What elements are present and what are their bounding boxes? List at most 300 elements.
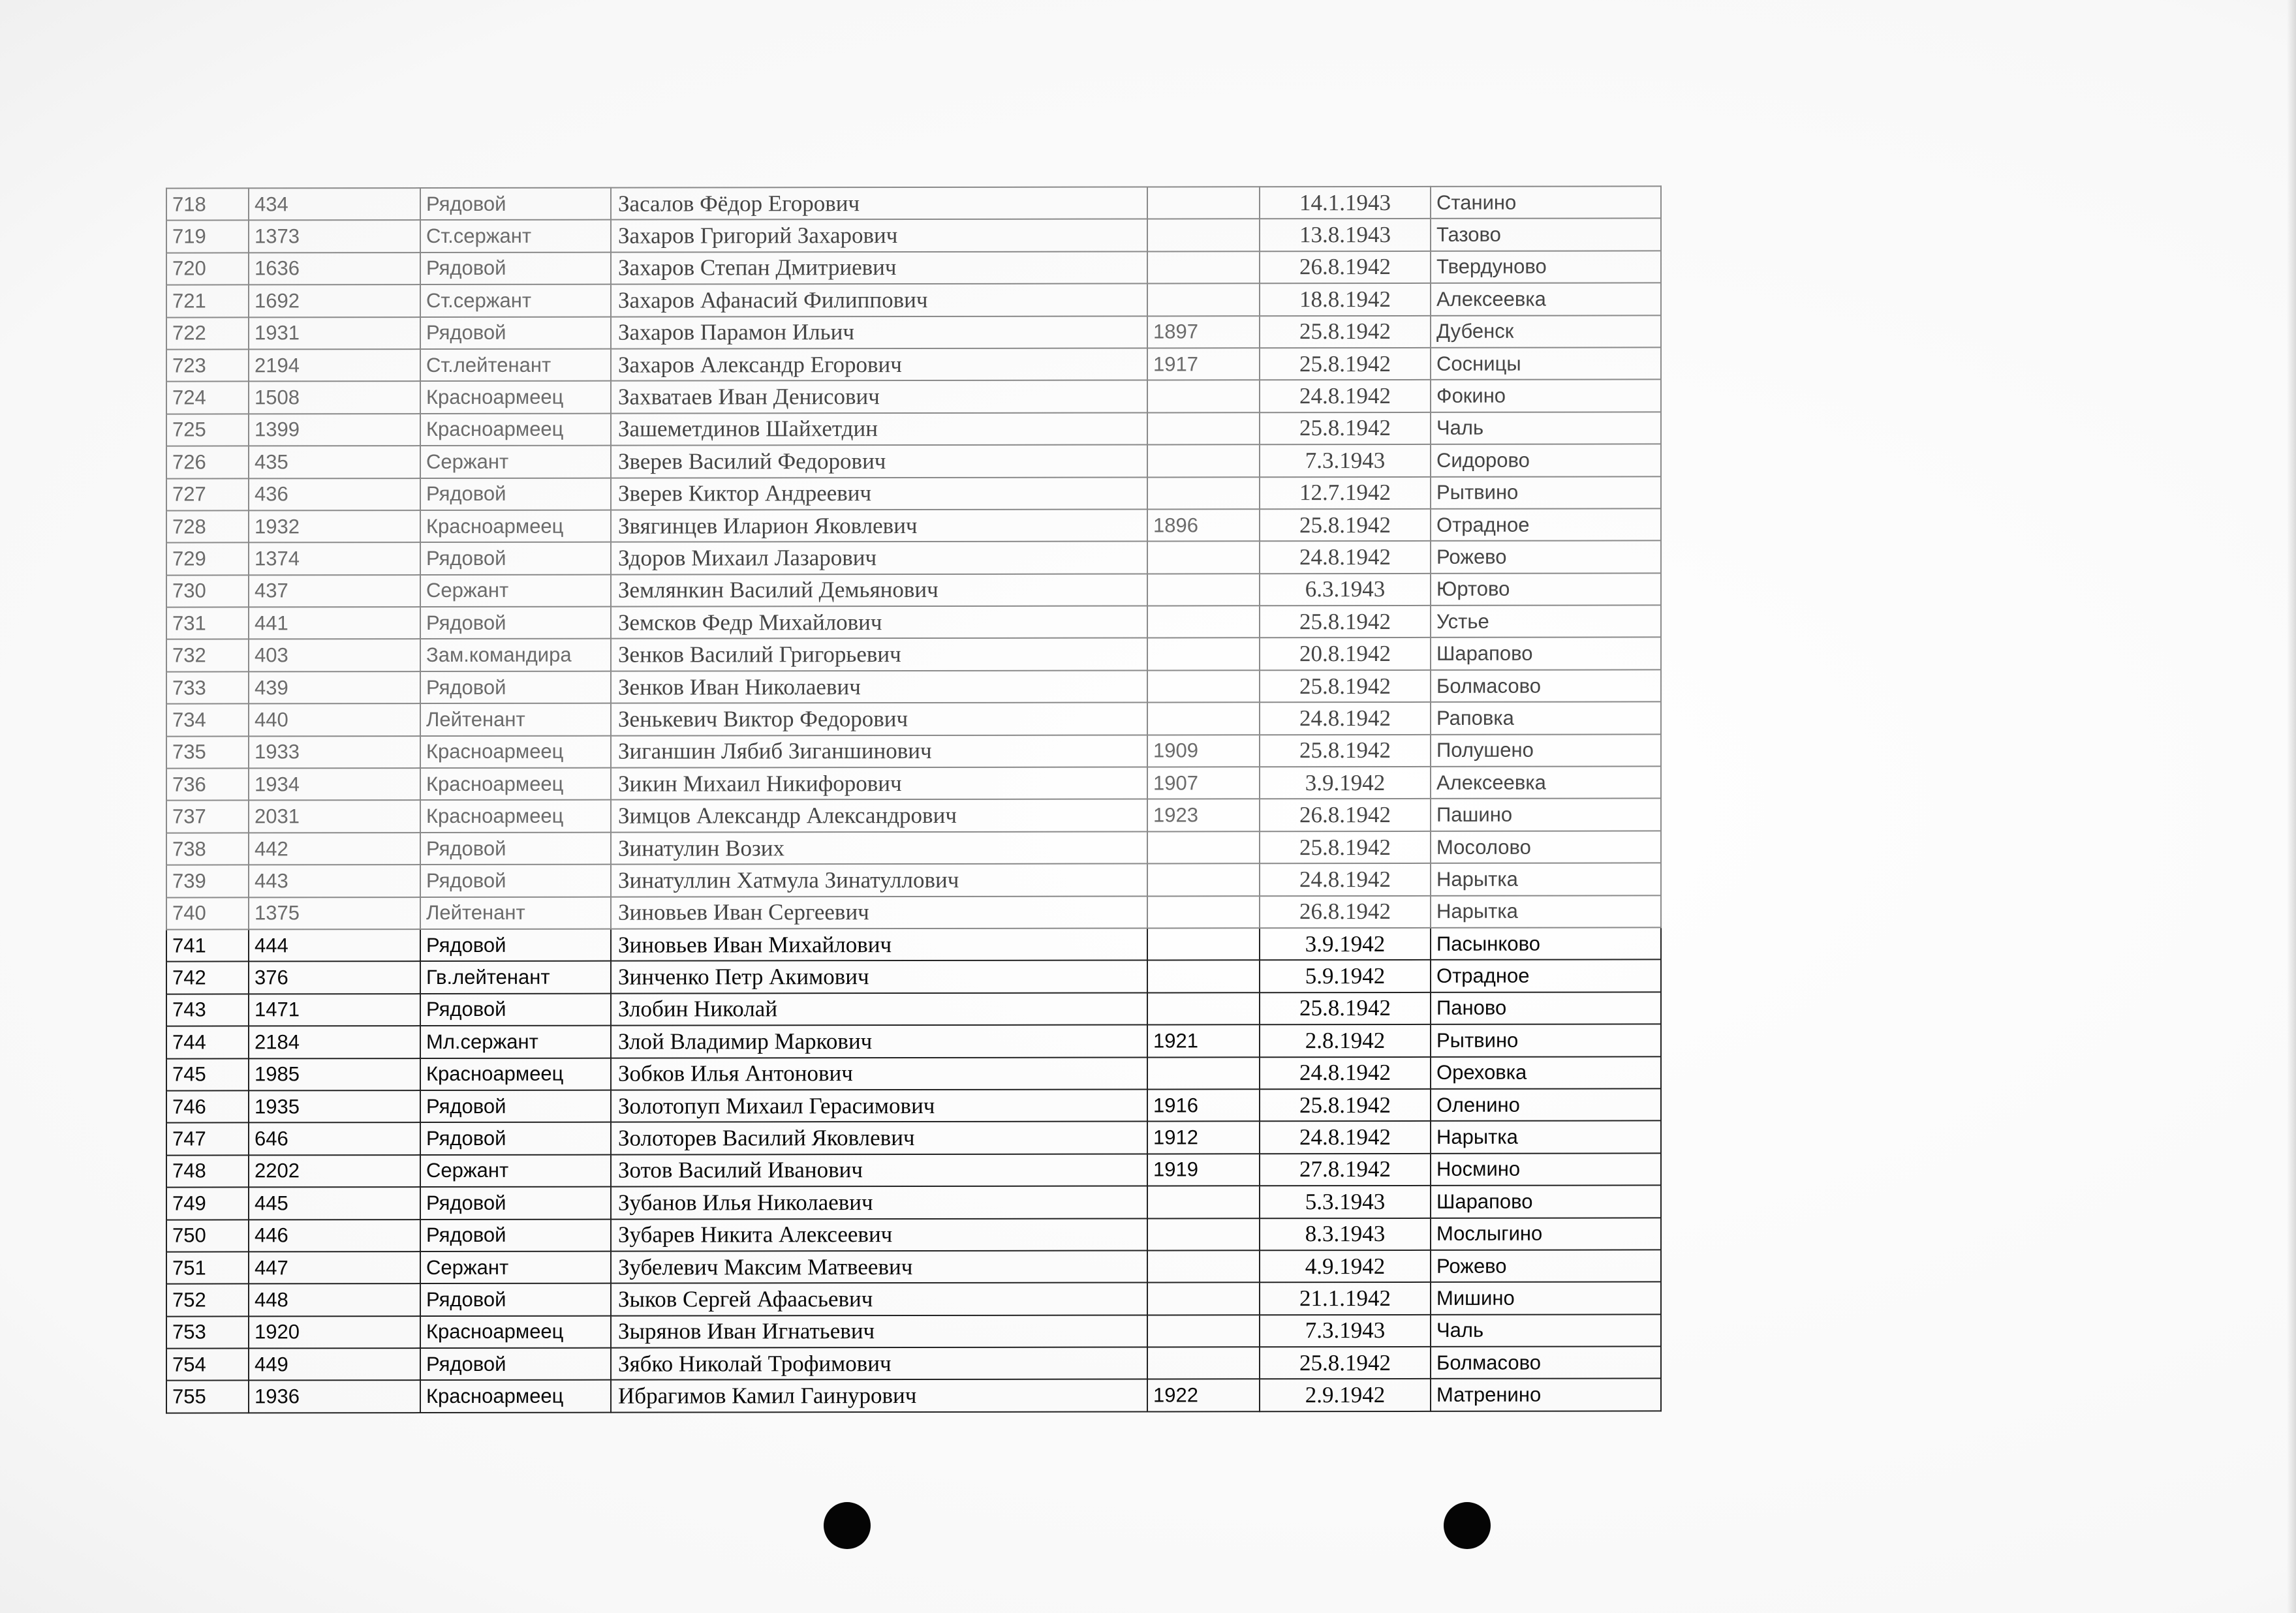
full-name-cell: Зверев Киктор Андреевич — [611, 477, 1147, 510]
full-name-cell: Зобков Илья Антонович — [611, 1057, 1147, 1090]
birth-year-cell — [1147, 187, 1260, 219]
date-cell: 7.3.1943 — [1260, 444, 1431, 477]
row-number-cell: 728 — [166, 510, 249, 543]
full-name-cell: Захаров Григорий Захарович — [611, 219, 1147, 253]
record-id-cell: 2194 — [249, 349, 420, 382]
birth-year-cell — [1147, 1057, 1260, 1090]
rank-cell: Рядовой — [420, 1187, 611, 1220]
row-number-cell: 734 — [166, 704, 249, 737]
table-row — [166, 1250, 1661, 1284]
full-name-cell: Зашеметдинов Шайхетдин — [611, 412, 1147, 446]
full-name-cell: Здоров Михаил Лазарович — [611, 542, 1147, 575]
record-id-cell: 443 — [249, 865, 420, 897]
place-cell: Отрадное — [1431, 960, 1661, 992]
row-number-cell: 730 — [166, 575, 249, 607]
row-number-cell: 727 — [166, 478, 249, 511]
place-cell: Болмасово — [1431, 1346, 1661, 1379]
rank-cell: Рядовой — [420, 1090, 611, 1123]
record-id-cell: 441 — [249, 607, 420, 639]
full-name-cell: Засалов Фёдор Егорович — [611, 187, 1147, 221]
row-number-cell: 747 — [166, 1123, 249, 1156]
rank-cell: Сержант — [420, 1252, 611, 1284]
full-name-cell: Зиновьев Иван Сергеевич — [611, 896, 1147, 929]
full-name-cell: Зырянов Иван Игнатьевич — [611, 1315, 1147, 1348]
full-name-cell: Зубарев Никита Алексеевич — [611, 1218, 1147, 1252]
date-cell: 25.8.1942 — [1260, 670, 1431, 703]
birth-year-cell: 1916 — [1147, 1089, 1260, 1122]
place-cell: Полушено — [1431, 734, 1661, 767]
table-row — [166, 1346, 1661, 1381]
date-cell: 4.9.1942 — [1260, 1250, 1431, 1283]
row-number-cell: 725 — [166, 414, 249, 446]
place-cell: Нарытка — [1431, 1121, 1661, 1154]
record-id-cell: 2202 — [249, 1155, 420, 1188]
place-cell: Мосолово — [1431, 831, 1661, 863]
row-number-cell: 719 — [166, 221, 249, 253]
birth-year-cell: 1921 — [1147, 1024, 1260, 1057]
table-row — [166, 1121, 1661, 1156]
birth-year-cell — [1147, 1186, 1260, 1218]
full-name-cell: Зябко Николай Трофимович — [611, 1347, 1147, 1381]
rank-cell: Мл.сержант — [420, 1026, 611, 1058]
full-name-cell: Золотопуп Михаил Герасимович — [611, 1089, 1147, 1122]
rank-cell: Красноармеец — [420, 1380, 611, 1413]
row-number-cell: 753 — [166, 1316, 249, 1349]
date-cell: 24.8.1942 — [1260, 1121, 1431, 1154]
table-row — [166, 1218, 1661, 1252]
rank-cell: Красноармеец — [420, 510, 611, 543]
rank-cell: Рядовой — [420, 252, 611, 284]
full-name-cell: Зверев Василий Федорович — [611, 445, 1147, 478]
record-id-cell: 434 — [249, 188, 420, 221]
record-id-cell: 440 — [249, 703, 420, 736]
place-cell: Станино — [1431, 186, 1661, 219]
table-row — [166, 315, 1661, 350]
row-number-cell: 742 — [166, 962, 249, 994]
birth-year-cell — [1147, 380, 1260, 413]
record-id-cell: 1375 — [249, 897, 420, 930]
table-row — [166, 1088, 1661, 1123]
full-name-cell: Земсков Федр Михайлович — [611, 606, 1147, 639]
record-id-cell: 446 — [249, 1220, 420, 1252]
date-cell: 24.8.1942 — [1260, 380, 1431, 412]
table-row — [166, 605, 1661, 639]
record-id-cell: 1471 — [249, 994, 420, 1026]
table-row — [166, 283, 1661, 318]
full-name-cell: Зинченко Петр Акимович — [611, 960, 1147, 994]
date-cell: 26.8.1942 — [1260, 251, 1431, 284]
full-name-cell: Зимцов Александр Александрович — [611, 799, 1147, 833]
table-row — [166, 1153, 1661, 1188]
record-id-cell: 2031 — [249, 800, 420, 833]
record-id-cell: 1920 — [249, 1316, 420, 1349]
table-row — [166, 251, 1661, 285]
table-row — [166, 992, 1661, 1026]
table-row — [166, 1186, 1661, 1220]
full-name-cell: Зенькевич Виктор Федорович — [611, 703, 1147, 736]
record-id-cell: 1373 — [249, 220, 420, 253]
place-cell: Шарапово — [1431, 1186, 1661, 1218]
place-cell: Алексеевка — [1431, 283, 1661, 316]
date-cell: 25.8.1942 — [1260, 348, 1431, 380]
date-cell: 24.8.1942 — [1260, 863, 1431, 896]
row-number-cell: 721 — [166, 285, 249, 318]
birth-year-cell — [1147, 444, 1260, 477]
row-number-cell: 746 — [166, 1090, 249, 1123]
date-cell: 25.8.1942 — [1260, 509, 1431, 542]
rank-cell: Красноармеец — [420, 800, 611, 833]
rank-cell: Красноармеец — [420, 1058, 611, 1090]
record-id-cell: 403 — [249, 639, 420, 672]
rank-cell: Ст.сержант — [420, 284, 611, 317]
record-id-cell: 439 — [249, 671, 420, 704]
full-name-cell: Зенков Иван Николаевич — [611, 670, 1147, 703]
table-row — [166, 1024, 1661, 1059]
rank-cell: Рядовой — [420, 865, 611, 897]
full-name-cell: Звягинцев Иларион Яковлевич — [611, 509, 1147, 542]
table-row — [166, 380, 1661, 414]
full-name-cell: Захаров Александр Егорович — [611, 348, 1147, 381]
place-cell: Мослыгино — [1431, 1218, 1661, 1250]
row-number-cell: 741 — [166, 929, 249, 962]
record-id-cell: 1985 — [249, 1058, 420, 1091]
rank-cell: Красноармеец — [420, 735, 611, 768]
row-number-cell: 738 — [166, 833, 249, 865]
date-cell: 6.3.1943 — [1260, 574, 1431, 606]
table-row — [166, 1314, 1661, 1349]
place-cell: Фокино — [1431, 380, 1661, 412]
full-name-cell: Злой Владимир Маркович — [611, 1025, 1147, 1058]
place-cell: Дубенск — [1431, 315, 1661, 348]
place-cell: Юртово — [1431, 573, 1661, 606]
rank-cell: Гв.лейтенант — [420, 961, 611, 994]
birth-year-cell — [1147, 606, 1260, 638]
place-cell: Чаль — [1431, 412, 1661, 444]
punch-hole-right — [1444, 1502, 1491, 1549]
table-row — [166, 412, 1661, 446]
full-name-cell: Зинатулин Возих — [611, 831, 1147, 865]
full-name-cell: Зотов Василий Иванович — [611, 1154, 1147, 1187]
date-cell: 25.8.1942 — [1260, 315, 1431, 348]
place-cell: Оленино — [1431, 1088, 1661, 1121]
full-name-cell: Землянкин Василий Демьянович — [611, 574, 1147, 607]
birth-year-cell: 1909 — [1147, 735, 1260, 767]
full-name-cell: Захаров Степан Дмитриевич — [611, 251, 1147, 284]
birth-year-cell — [1147, 960, 1260, 993]
date-cell: 24.8.1942 — [1260, 1056, 1431, 1089]
rank-cell: Рядовой — [420, 832, 611, 865]
date-cell: 25.8.1942 — [1260, 1089, 1431, 1122]
record-id-cell: 436 — [249, 478, 420, 511]
table-row — [166, 895, 1661, 930]
place-cell: Паново — [1431, 992, 1661, 1024]
full-name-cell: Ибрагимов Камил Гаинурович — [611, 1379, 1147, 1413]
place-cell: Тазово — [1431, 219, 1661, 251]
date-cell: 25.8.1942 — [1260, 1347, 1431, 1379]
record-id-cell: 376 — [249, 961, 420, 994]
row-number-cell: 740 — [166, 897, 249, 930]
table-row — [166, 219, 1661, 253]
birth-year-cell — [1147, 542, 1260, 574]
table-row — [166, 669, 1661, 704]
row-number-cell: 744 — [166, 1026, 249, 1059]
table-row — [166, 863, 1661, 898]
birth-year-cell: 1923 — [1147, 799, 1260, 832]
row-number-cell: 739 — [166, 865, 249, 898]
birth-year-cell — [1147, 703, 1260, 735]
rank-cell: Рядовой — [420, 1348, 611, 1381]
record-id-cell: 646 — [249, 1122, 420, 1155]
date-cell: 12.7.1942 — [1260, 476, 1431, 509]
date-cell: 27.8.1942 — [1260, 1154, 1431, 1186]
row-number-cell: 722 — [166, 317, 249, 350]
date-cell: 25.8.1942 — [1260, 606, 1431, 638]
date-cell: 13.8.1943 — [1260, 219, 1431, 251]
rank-cell: Ст.сержант — [420, 220, 611, 253]
birth-year-cell: 1919 — [1147, 1154, 1260, 1186]
full-name-cell: Золоторев Василий Яковлевич — [611, 1122, 1147, 1155]
table-row — [166, 476, 1661, 511]
place-cell: Ореховка — [1431, 1056, 1661, 1089]
rank-cell: Лейтенант — [420, 897, 611, 929]
record-id-cell: 1636 — [249, 253, 420, 285]
birth-year-cell — [1147, 1347, 1260, 1379]
rank-cell: Зам.командира — [420, 639, 611, 671]
row-number-cell: 748 — [166, 1155, 249, 1188]
place-cell: Нарытка — [1431, 863, 1661, 896]
row-number-cell: 736 — [166, 768, 249, 801]
record-id-cell: 448 — [249, 1283, 420, 1316]
birth-year-cell — [1147, 1250, 1260, 1283]
row-number-cell: 752 — [166, 1284, 249, 1317]
place-cell: Мишино — [1431, 1282, 1661, 1315]
rank-cell: Ст.лейтенант — [420, 349, 611, 382]
birth-year-cell — [1147, 477, 1260, 510]
rank-cell: Рядовой — [420, 607, 611, 639]
table-row — [166, 444, 1661, 479]
rank-cell: Сержант — [420, 1154, 611, 1187]
place-cell: Рожево — [1431, 541, 1661, 574]
birth-year-cell: 1922 — [1147, 1379, 1260, 1412]
record-id-cell: 435 — [249, 446, 420, 478]
rank-cell: Красноармеец — [420, 381, 611, 414]
table-row — [166, 186, 1661, 221]
full-name-cell: Зыков Сергей Афаасьевич — [611, 1283, 1147, 1316]
rank-cell: Сержант — [420, 574, 611, 607]
record-id-cell: 447 — [249, 1252, 420, 1284]
date-cell: 25.8.1942 — [1260, 735, 1431, 767]
place-cell: Носмино — [1431, 1153, 1661, 1186]
rank-cell: Рядовой — [420, 929, 611, 962]
rank-cell: Красноармеец — [420, 768, 611, 801]
record-id-cell: 1399 — [249, 414, 420, 446]
date-cell: 5.3.1943 — [1260, 1186, 1431, 1218]
birth-year-cell — [1147, 992, 1260, 1025]
full-name-cell: Захаров Парамон Ильич — [611, 316, 1147, 349]
date-cell: 25.8.1942 — [1260, 992, 1431, 1025]
birth-year-cell: 1907 — [1147, 767, 1260, 799]
row-number-cell: 720 — [166, 253, 249, 285]
place-cell: Сидорово — [1431, 444, 1661, 477]
date-cell: 24.8.1942 — [1260, 702, 1431, 735]
row-number-cell: 726 — [166, 446, 249, 479]
row-number-cell: 732 — [166, 639, 249, 672]
date-cell: 20.8.1942 — [1260, 638, 1431, 670]
place-cell: Рытвино — [1431, 476, 1661, 509]
row-number-cell: 718 — [166, 188, 249, 221]
date-cell: 2.9.1942 — [1260, 1379, 1431, 1411]
table-row — [166, 541, 1661, 576]
birth-year-cell — [1147, 283, 1260, 316]
rank-cell: Красноармеец — [420, 413, 611, 446]
date-cell: 3.9.1942 — [1260, 928, 1431, 960]
row-number-cell: 724 — [166, 382, 249, 414]
date-cell: 24.8.1942 — [1260, 541, 1431, 574]
rank-cell: Рядовой — [420, 478, 611, 510]
place-cell: Рожево — [1431, 1250, 1661, 1282]
full-name-cell: Зубелевич Максим Матвеевич — [611, 1250, 1147, 1283]
rank-cell: Рядовой — [420, 542, 611, 575]
date-cell: 18.8.1942 — [1260, 283, 1431, 316]
row-number-cell: 750 — [166, 1220, 249, 1252]
row-number-cell: 735 — [166, 736, 249, 769]
date-cell: 2.8.1942 — [1260, 1024, 1431, 1057]
full-name-cell: Зенков Василий Григорьевич — [611, 638, 1147, 671]
table-row — [166, 573, 1661, 607]
full-name-cell: Зиновьев Иван Михайлович — [611, 928, 1147, 961]
page-edge-shadow — [2287, 0, 2296, 1613]
record-id-cell: 1932 — [249, 510, 420, 543]
birth-year-cell — [1147, 928, 1260, 960]
table-row — [166, 1379, 1661, 1413]
full-name-cell: Зинатуллин Хатмула Зинатуллович — [611, 864, 1147, 897]
row-number-cell: 729 — [166, 543, 249, 576]
place-cell: Раповка — [1431, 702, 1661, 735]
punch-hole-left — [824, 1502, 871, 1549]
birth-year-cell — [1147, 219, 1260, 252]
record-id-cell: 2184 — [249, 1026, 420, 1058]
birth-year-cell — [1147, 574, 1260, 606]
date-cell: 26.8.1942 — [1260, 895, 1431, 928]
row-number-cell: 737 — [166, 801, 249, 833]
rank-cell: Рядовой — [420, 1122, 611, 1155]
row-number-cell: 754 — [166, 1348, 249, 1381]
place-cell: Нарытка — [1431, 895, 1661, 928]
row-number-cell: 733 — [166, 671, 249, 704]
record-id-cell: 1934 — [249, 768, 420, 801]
full-name-cell: Зиганшин Лябиб Зиганшинович — [611, 735, 1147, 768]
place-cell: Болмасово — [1431, 669, 1661, 702]
birth-year-cell — [1147, 638, 1260, 671]
birth-year-cell — [1147, 831, 1260, 864]
table-row — [166, 1282, 1661, 1317]
birth-year-cell — [1147, 896, 1260, 929]
table-row — [166, 766, 1661, 801]
record-id-cell: 1936 — [249, 1381, 420, 1413]
place-cell: Отрадное — [1431, 508, 1661, 541]
date-cell: 25.8.1942 — [1260, 412, 1431, 445]
place-cell: Алексеевка — [1431, 766, 1661, 799]
record-id-cell: 1374 — [249, 542, 420, 575]
full-name-cell: Злобин Николай — [611, 992, 1147, 1026]
table-row — [166, 799, 1661, 833]
record-id-cell: 1508 — [249, 381, 420, 414]
date-cell: 21.1.1942 — [1260, 1282, 1431, 1315]
place-cell: Твердуново — [1431, 251, 1661, 283]
place-cell: Чаль — [1431, 1314, 1661, 1347]
birth-year-cell: 1912 — [1147, 1122, 1260, 1154]
birth-year-cell — [1147, 1283, 1260, 1315]
date-cell: 7.3.1943 — [1260, 1315, 1431, 1347]
birth-year-cell — [1147, 251, 1260, 284]
place-cell: Рытвино — [1431, 1024, 1661, 1057]
table-row — [166, 960, 1661, 994]
rank-cell: Рядовой — [420, 671, 611, 704]
birth-year-cell — [1147, 863, 1260, 896]
birth-year-cell — [1147, 1315, 1260, 1347]
record-id-cell: 1933 — [249, 736, 420, 769]
rank-cell: Рядовой — [420, 993, 611, 1026]
date-cell: 25.8.1942 — [1260, 831, 1431, 864]
date-cell: 8.3.1943 — [1260, 1218, 1431, 1250]
record-id-cell: 1935 — [249, 1090, 420, 1123]
birth-year-cell: 1917 — [1147, 348, 1260, 380]
record-id-cell: 1931 — [249, 317, 420, 350]
row-number-cell: 723 — [166, 349, 249, 382]
table-row — [166, 347, 1661, 382]
rank-cell: Рядовой — [420, 1283, 611, 1316]
full-name-cell: Захаров Афанасий Филиппович — [611, 284, 1147, 317]
date-cell: 3.9.1942 — [1260, 767, 1431, 799]
row-number-cell: 751 — [166, 1252, 249, 1284]
birth-year-cell — [1147, 1218, 1260, 1251]
birth-year-cell: 1897 — [1147, 316, 1260, 348]
row-number-cell: 755 — [166, 1381, 249, 1413]
birth-year-cell — [1147, 670, 1260, 703]
table-row — [166, 508, 1661, 543]
table-row — [166, 638, 1661, 672]
record-id-cell: 444 — [249, 929, 420, 962]
full-name-cell: Зубанов Илья Николаевич — [611, 1186, 1147, 1220]
rank-cell: Рядовой — [420, 316, 611, 349]
full-name-cell: Зикин Михаил Никифорович — [611, 767, 1147, 801]
place-cell: Пасынково — [1431, 927, 1661, 960]
rank-cell: Рядовой — [420, 188, 611, 221]
rank-cell: Рядовой — [420, 1219, 611, 1252]
place-cell: Устье — [1431, 605, 1661, 638]
record-id-cell: 1692 — [249, 284, 420, 317]
record-id-cell: 445 — [249, 1187, 420, 1220]
rank-cell: Сержант — [420, 446, 611, 478]
table-row — [166, 734, 1661, 769]
rank-cell: Красноармеец — [420, 1315, 611, 1348]
table-body — [166, 186, 1661, 1413]
table-row — [166, 702, 1661, 737]
full-name-cell: Захватаев Иван Денисович — [611, 380, 1147, 414]
place-cell: Сосницы — [1431, 347, 1661, 380]
row-number-cell: 745 — [166, 1058, 249, 1091]
record-id-cell: 449 — [249, 1348, 420, 1381]
row-number-cell: 731 — [166, 607, 249, 640]
table-row — [166, 1056, 1661, 1091]
date-cell: 26.8.1942 — [1260, 799, 1431, 831]
row-number-cell: 749 — [166, 1188, 249, 1220]
date-cell: 5.9.1942 — [1260, 960, 1431, 992]
row-number-cell: 743 — [166, 994, 249, 1026]
place-cell: Шарапово — [1431, 638, 1661, 670]
birth-year-cell: 1896 — [1147, 509, 1260, 542]
table-row — [166, 831, 1661, 865]
